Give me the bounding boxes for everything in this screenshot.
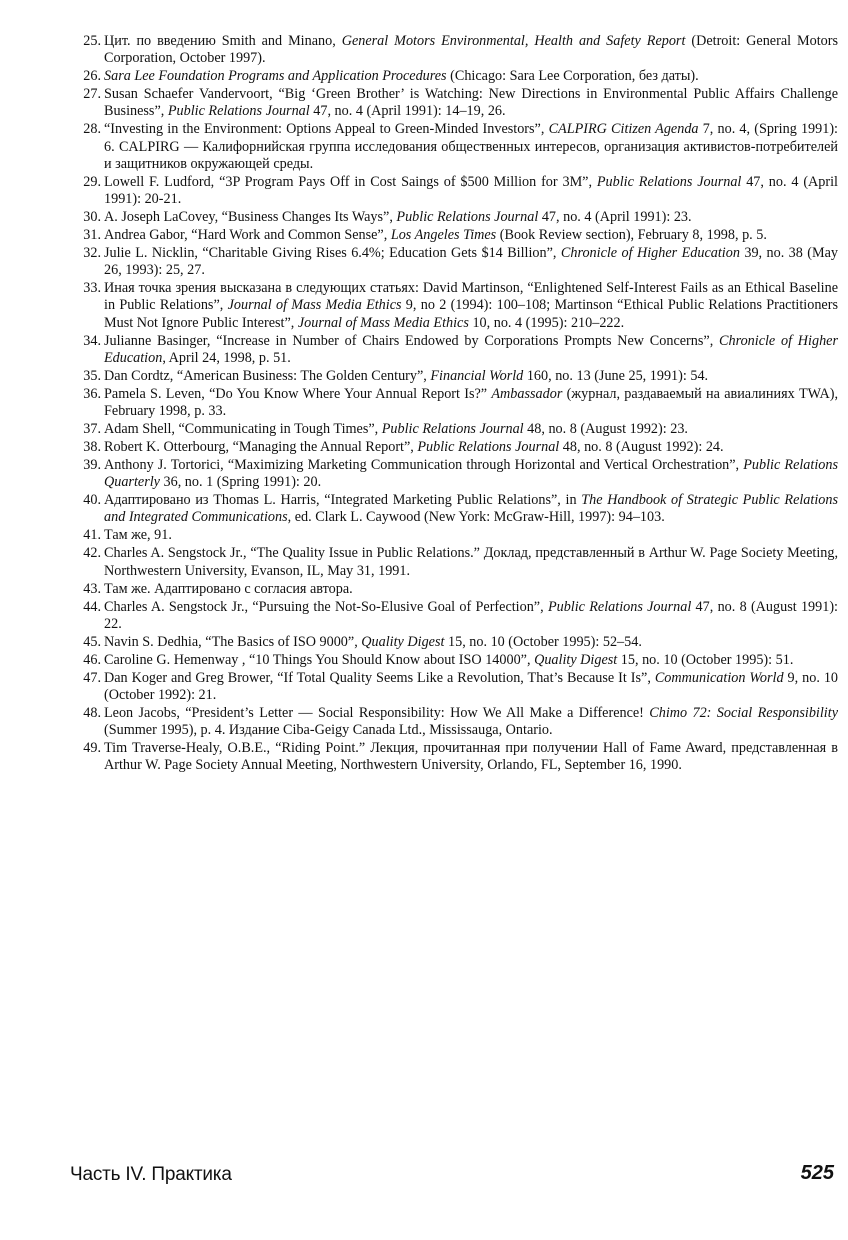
endnote-item (72, 545, 838, 579)
endnote-text-segment: Adam Shell, “Communicating in Tough Times”, (104, 421, 382, 438)
endnote-item (72, 227, 838, 244)
endnote-item (72, 121, 838, 173)
running-footer-section: Часть IV. Практика (70, 1164, 232, 1185)
endnote-item (72, 333, 838, 367)
endnote-title-italic: The Handbook of Strategic Public Relations and Integrated Communications (104, 492, 838, 526)
endnote-text (104, 333, 838, 367)
endnote-text (104, 121, 838, 173)
endnote-text-segment: Leon Jacobs, “President’s Letter — Social Responsibility: How We All Make a Difference! (104, 705, 650, 722)
endnote-text-segment: 9, no. 10 (October 1992): 21. (104, 669, 839, 704)
endnote-item (72, 174, 838, 208)
endnote-text-segment: , ed. Clark L. Caywood (New York: McGraw-Hill, 1997): 94–103. (287, 509, 665, 526)
endnote-title-italic: Public Relations Journal (547, 598, 692, 615)
endnote-text-segment: 39, no. 38 (May 26, 1993): 25, 27. (104, 245, 839, 279)
endnote-text (104, 599, 838, 633)
endnote-title-italic: Sara Lee Foundation Programs and Application Procedures (104, 68, 447, 85)
endnote-number: 38. (83, 439, 101, 456)
endnote-item (72, 280, 838, 332)
endnote-text-segment: 15, no. 10 (October 1995): 51. (617, 651, 794, 668)
endnote-title-italic: Chronicle of Higher Education (560, 245, 740, 262)
endnote-text-segment: (Book Review section), February 8, 1998, p. 5. (496, 227, 767, 244)
endnote-title-italic: Quality Digest (534, 651, 618, 668)
endnote-number: 32. (83, 245, 101, 262)
endnote-item (72, 581, 838, 598)
endnote-number: 26. (83, 68, 101, 85)
endnote-text (104, 386, 838, 420)
endnote-number: 25. (83, 33, 101, 49)
endnote-text (104, 705, 838, 739)
endnote-text-segment: Charles A. Sengstock Jr., “Pursuing the Not-So-Elusive Goal of Perfection”, (104, 598, 548, 615)
endnote-item (72, 386, 838, 420)
endnote-title-italic: Chimo 72: Social Responsibility (649, 705, 838, 722)
endnote-text-segment: , April 24, 1998, p. 51. (162, 349, 291, 366)
endnote-text-segment: 15, no. 10 (October 1995): 52–54. (444, 633, 642, 650)
endnote-item (72, 599, 838, 633)
endnote-number: 31. (83, 227, 101, 244)
endnote-text-segment: 47, no. 4 (April 1991): 23. (538, 209, 692, 226)
endnote-text-segment: (журнал, раздаваемый на авиалиниях TWA), February 1998, p. 33. (104, 385, 838, 420)
endnote-text-segment: Julianne Basinger, “Increase in Number of Chairs Endowed by Corporations Prompts New Concerns”, (104, 332, 720, 349)
endnote-item (72, 492, 838, 526)
endnote-text (104, 670, 838, 704)
endnote-title-italic: CALPIRG Citizen Agenda (548, 121, 699, 138)
endnote-number: 48. (83, 705, 101, 722)
endnote-text (104, 634, 838, 651)
endnote-text (104, 174, 838, 208)
endnote-number: 27. (83, 86, 101, 103)
endnote-text-segment: 160, no. 13 (June 25, 1991): 54. (523, 367, 709, 384)
endnote-text-segment: (Summer 1995), p. 4. Издание Ciba-Geigy Canada Ltd., Mississauga, Ontario. (104, 722, 553, 739)
endnote-text-segment: 48, no. 8 (August 1992): 23. (523, 421, 688, 438)
endnote-item (72, 705, 838, 739)
endnote-title-italic: Public Relations Journal (381, 421, 524, 438)
endnote-number: 43. (83, 580, 101, 597)
endnote-item (72, 652, 838, 669)
endnote-text-segment: Julie L. Nicklin, “Charitable Giving Rises 6.4%; Education Gets $14 Billion”, (104, 245, 561, 262)
endnote-text (104, 280, 838, 332)
endnote-number: 46. (83, 651, 101, 668)
endnote-text-segment: 47, no. 8 (August 1991): 22. (104, 598, 838, 632)
endnote-text-segment: Andrea Gabor, “Hard Work and Common Sense”, (104, 227, 391, 244)
endnote-item (72, 634, 838, 651)
endnote-number: 33. (83, 280, 101, 297)
endnote-title-italic: Quality Digest (361, 633, 445, 650)
endnote-text-segment: Navin S. Dedhia, “The Basics of ISO 9000”, (104, 633, 362, 650)
endnote-text-segment: 47, no. 4 (April 1991): 20-21. (104, 173, 838, 208)
endnote-number: 30. (83, 209, 101, 226)
endnote-text (104, 209, 838, 226)
endnote-text (104, 368, 838, 385)
endnote-text (104, 740, 838, 774)
endnote-number: 35. (83, 367, 101, 384)
endnote-item (72, 740, 838, 774)
endnote-title-italic: Financial World (430, 367, 524, 384)
endnote-text-segment: Иная точка зрения высказана в следующих статьях: David Martinson, “Enlightened Self-Interest Fails as an Ethical Baseline in Public Relations”, (104, 280, 838, 314)
endnote-number: 39. (83, 457, 101, 474)
endnote-number: 28. (83, 121, 101, 138)
endnote-number: 44. (83, 598, 101, 615)
endnote-text-segment: Адаптировано из Thomas L. Harris, “Integrated Marketing Public Relations”, in (104, 492, 582, 509)
endnote-title-italic: Public Relations Quarterly (104, 457, 838, 491)
endnote-text (104, 457, 838, 491)
endnote-text-segment: Lowell F. Ludford, “3P Program Pays Off in Cost Saings of $500 Million for 3M”, (104, 173, 597, 190)
endnote-text-segment: 48, no. 8 (August 1992): 24. (559, 439, 724, 456)
endnote-item (72, 439, 838, 456)
endnote-title-italic: General Motors Environmental, Health and Safety Report (341, 33, 686, 49)
endnote-item (72, 33, 838, 67)
endnote-text (104, 439, 838, 456)
endnote-text (104, 245, 838, 279)
endnote-number: 47. (83, 669, 101, 686)
endnote-text (104, 421, 838, 438)
endnote-title-italic: Public Relations Journal (417, 439, 560, 456)
endnote-text-segment: A. Joseph LaCovey, “Business Changes Its Ways”, (104, 209, 397, 226)
endnote-text-segment: Tim Traverse-Healy, O.B.E., “Riding Point.” Лекция, прочитанная при получении Hall of Fame Award, представленная в Arthur W. Page Society Annual Meeting, Northwestern University, Orlando, FL, September 16, 1990. (104, 740, 838, 774)
endnote-item (72, 527, 838, 544)
endnote-item (72, 670, 838, 704)
endnote-title-italic: Journal of Mass Media Ethics (227, 297, 402, 314)
endnote-text (104, 68, 838, 85)
endnote-text-segment: Susan Schaefer Vandervoort, “Big ‘Green Brother’ is Watching: New Directions in Environmental Public Affairs Challenge Business”, (104, 86, 838, 120)
endnote-text-segment: Robert K. Otterbourg, “Managing the Annual Report”, (104, 439, 418, 456)
endnote-title-italic: Chronicle of Higher Education (104, 332, 839, 366)
endnote-item (72, 209, 838, 226)
endnotes-list (72, 33, 838, 775)
endnote-title-italic: Public Relations Journal (167, 103, 310, 120)
endnote-number: 40. (83, 492, 101, 509)
endnote-title-italic: Los Angeles Times (390, 227, 497, 244)
endnote-text (104, 86, 838, 120)
endnote-text-segment: Pamela S. Leven, “Do You Know Where Your Annual Report Is?” (104, 385, 492, 402)
endnote-text (104, 527, 838, 544)
endnote-text (104, 33, 838, 67)
endnote-number: 29. (83, 173, 101, 190)
endnote-title-italic: Public Relations Journal (396, 209, 539, 226)
endnote-text-segment: Charles A. Sengstock Jr., “The Quality Issue in Public Relations.” Доклад, представленный в Arthur W. Page Society Meeting, Northwestern University, Evanson, IL, May 31, 1991. (104, 545, 838, 579)
endnote-title-italic: Journal of Mass Media Ethics (297, 314, 469, 331)
endnote-text (104, 545, 838, 579)
endnote-text-segment: Dan Cordtz, “American Business: The Golden Century”, (104, 367, 431, 384)
endnote-number: 49. (83, 740, 101, 757)
endnote-text-segment: 36, no. 1 (Spring 1991): 20. (159, 474, 322, 491)
endnote-item (72, 86, 838, 120)
endnote-text-segment: Anthony J. Tortorici, “Maximizing Marketing Communication through Horizontal and Vertical Orchestration”, (104, 457, 744, 474)
endnote-text-segment: 47, no. 4 (April 1991): 14–19, 26. (309, 103, 506, 120)
endnote-item (72, 457, 838, 491)
endnote-text-segment: (Chicago: Sara Lee Corporation, без даты). (446, 68, 699, 85)
endnote-text (104, 652, 838, 669)
endnote-item (72, 421, 838, 438)
endnote-item (72, 245, 838, 279)
endnote-text-segment: 7, no. 4, (Spring 1991): 6. CALPIRG — Калифорнийская группа исследования общественных интересов, организация активистов-потребителей и защитников окружающей среды. (104, 121, 838, 172)
endnote-number: 36. (83, 385, 101, 402)
endnote-item (72, 68, 838, 85)
endnote-text-segment: Там же. Адаптировано с согласия автора. (104, 580, 353, 597)
endnote-number: 42. (83, 545, 101, 562)
endnote-text-segment: 10, no. 4 (1995): 210–222. (468, 314, 625, 331)
endnote-text (104, 581, 838, 598)
endnote-number: 37. (83, 421, 101, 438)
endnote-number: 41. (83, 527, 101, 544)
endnote-title-italic: Communication World (654, 669, 784, 686)
endnote-number: 34. (83, 332, 101, 349)
endnote-text-segment: “Investing in the Environment: Options Appeal to Green-Minded Investors”, (104, 121, 549, 138)
endnote-text-segment: Цит. по введению Smith and Minano, (104, 33, 342, 49)
endnote-number: 45. (83, 633, 101, 650)
endnote-title-italic: Ambassador (491, 385, 563, 402)
endnote-title-italic: Public Relations Journal (596, 173, 742, 190)
endnote-text-segment: 9, no 2 (1994): 100–108; Martinson “Ethical Public Relations Practitioners Must Not Ignore Public Interest”, (104, 297, 838, 331)
endnote-text (104, 492, 838, 526)
endnote-text (104, 227, 838, 244)
page-number: 525 (800, 1162, 834, 1184)
endnote-text-segment: Caroline G. Hemenway , “10 Things You Should Know about ISO 14000”, (104, 651, 535, 668)
endnote-text-segment: Там же, 91. (104, 527, 172, 544)
endnote-text-segment: Dan Koger and Greg Brower, “If Total Quality Seems Like a Revolution, That’s Because It Is”, (104, 669, 655, 686)
endnote-text-segment: (Detroit: General Motors Corporation, October 1997). (104, 33, 838, 67)
endnote-item (72, 368, 838, 385)
